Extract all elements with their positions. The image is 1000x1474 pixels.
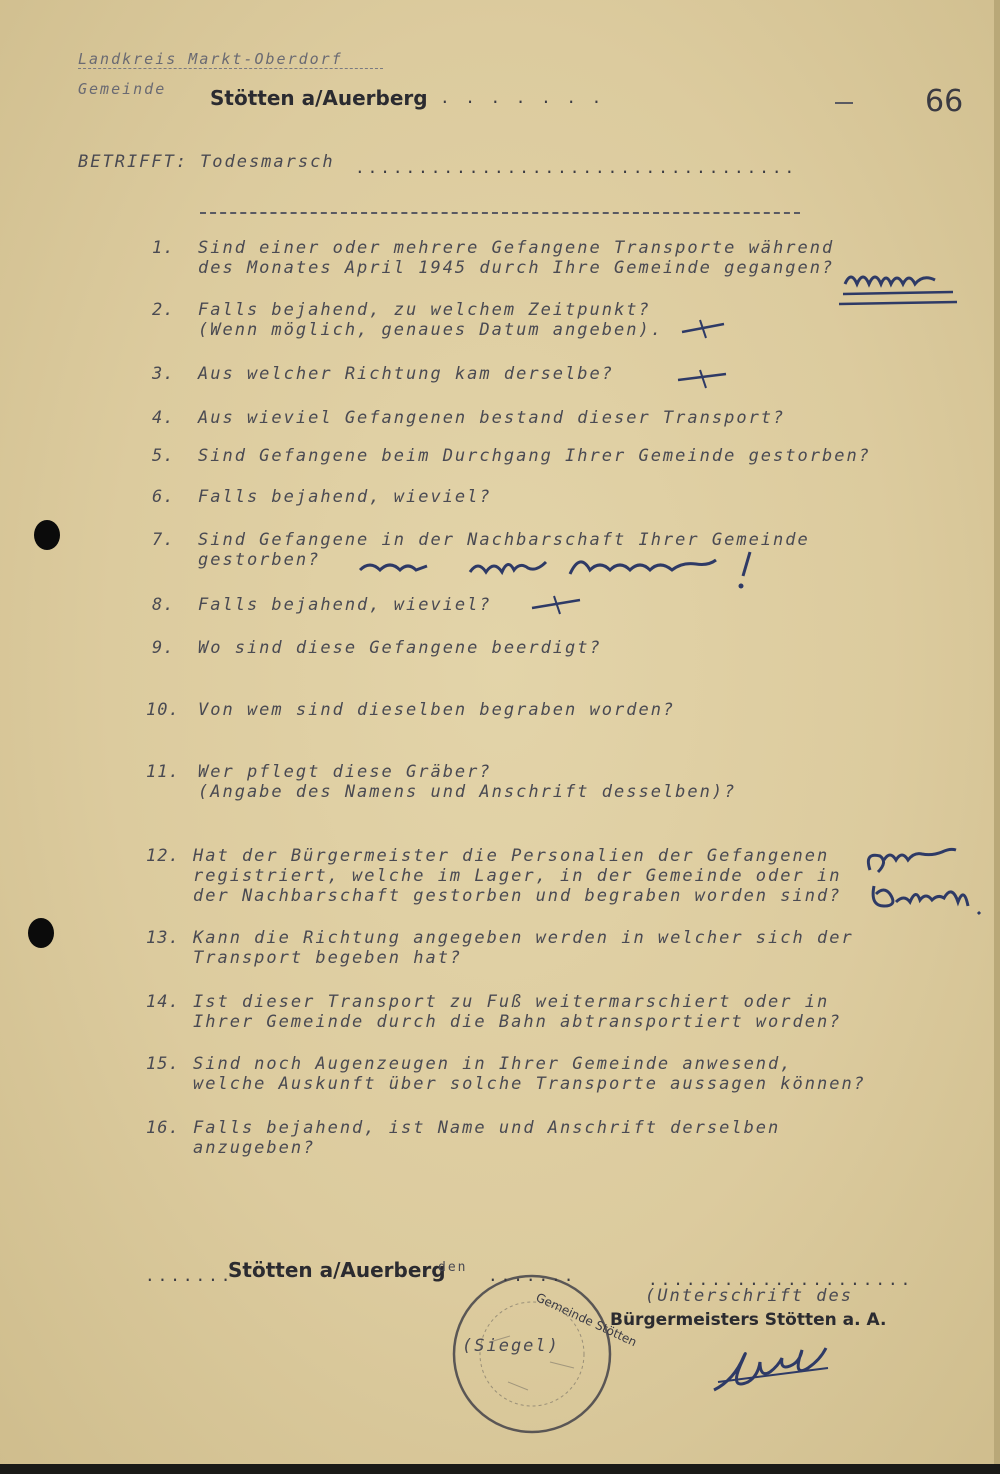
question-text-line: Sind noch Augenzeugen in Ihrer Gemeinde anwesend,: [193, 1054, 793, 1074]
landkreis-line: Landkreis Markt-Oberdorf: [78, 50, 343, 68]
question-number: 7.: [152, 530, 175, 550]
question-text-line: Transport begeben hat?: [193, 948, 463, 968]
punch-hole-bottom: [28, 918, 54, 948]
question-text-line: Falls bejahend, zu welchem Zeitpunkt?: [198, 300, 651, 320]
header-rule: [200, 212, 800, 214]
mayor-signature: [708, 1346, 858, 1402]
question-text-line: Ist dieser Transport zu Fuß weitermarschiert oder in: [193, 992, 830, 1012]
question-number: 16.: [146, 1118, 180, 1138]
question-number: 13.: [146, 928, 180, 948]
gemeinde-label: Gemeinde: [78, 80, 167, 98]
question-text-line: des Monates April 1945 durch Ihre Gemeinde gegangen?: [198, 258, 835, 278]
question-text-line: Wo sind diese Gefangene beerdigt?: [198, 638, 602, 658]
answer-7-handwriting: [355, 548, 765, 594]
question-text-line: Kann die Richtung angegeben werden in welcher sich der: [193, 928, 854, 948]
signature-dots: .....................: [648, 1270, 914, 1289]
betrifft-label: BETRIFFT:: [78, 152, 189, 172]
mayor-stamp: Bürgermeisters Stötten a. A.: [610, 1310, 887, 1330]
gemeinde-dots: . . . . . . .: [440, 88, 605, 107]
question-text-line: welche Auskunft über solche Transporte aussagen können?: [193, 1074, 866, 1094]
question-number: 5.: [152, 446, 175, 466]
question-number: 12.: [146, 846, 180, 866]
landkreis-underline: [78, 68, 383, 69]
question-text-line: registriert, welche im Lager, in der Gemeinde oder in: [193, 866, 842, 886]
answer-2-cross: [680, 316, 728, 342]
question-text-line: Sind Gefangene in der Nachbarschaft Ihrer Gemeinde: [198, 530, 810, 550]
place-stamp: Stötten a/Auerberg: [228, 1258, 446, 1282]
den-label: den: [438, 1260, 468, 1275]
question-text-line: Aus wieviel Gefangenen bestand dieser Transport?: [198, 408, 786, 428]
page-edge-bottom: [0, 1464, 1000, 1474]
question-text-line: gestorben?: [198, 550, 321, 570]
seal-label: (Siegel): [462, 1336, 560, 1356]
question-number: 2.: [152, 300, 175, 320]
dash-mark: [835, 102, 853, 104]
answer-12-handwriting: [860, 840, 988, 922]
question-text-line: Hat der Bürgermeister die Personalien der Gefangenen: [193, 846, 830, 866]
question-number: 8.: [152, 595, 175, 615]
question-text-line: anzugeben?: [193, 1138, 316, 1158]
question-text-line: Aus welcher Richtung kam derselbe?: [198, 364, 614, 384]
punch-hole-top: [34, 520, 60, 550]
question-number: 11.: [146, 762, 180, 782]
question-text-line: Sind einer oder mehrere Gefangene Transporte während: [198, 238, 835, 258]
question-number: 4.: [152, 408, 175, 428]
question-text-line: (Angabe des Namens und Anschrift desselben)?: [198, 782, 737, 802]
question-number: 3.: [152, 364, 175, 384]
signature-label: (Unterschrift des: [645, 1286, 853, 1306]
question-number: 15.: [146, 1054, 180, 1074]
gemeinde-stamp: Stötten a/Auerberg: [210, 86, 428, 110]
question-number: 10.: [146, 700, 180, 720]
question-text-line: Falls bejahend, wieviel?: [198, 595, 492, 615]
answer-1-handwriting: [835, 262, 960, 310]
question-number: 1.: [152, 238, 175, 258]
question-text-line: Ihrer Gemeinde durch die Bahn abtransportiert worden?: [193, 1012, 842, 1032]
question-text-line: (Wenn möglich, genaues Datum angeben).: [198, 320, 663, 340]
question-number: 14.: [146, 992, 180, 1012]
question-text-line: Falls bejahend, ist Name und Anschrift derselben: [193, 1118, 781, 1138]
question-text-line: Falls bejahend, wieviel?: [198, 487, 492, 507]
question-number: 9.: [152, 638, 175, 658]
question-text-line: Wer pflegt diese Gräber?: [198, 762, 492, 782]
page-edge-right: [994, 0, 1000, 1474]
answer-8-cross: [530, 592, 584, 618]
question-text-line: der Nachbarschaft gestorben und begraben worden sind?: [193, 886, 842, 906]
date-dots: .......: [488, 1266, 577, 1285]
question-number: 6.: [152, 487, 175, 507]
question-text-line: Von wem sind dieselben begraben worden?: [198, 700, 676, 720]
betrifft-value: Todesmarsch: [200, 152, 335, 172]
page-number: 66: [925, 84, 964, 119]
question-text-line: Sind Gefangene beim Durchgang Ihrer Gemeinde gestorben?: [198, 446, 871, 466]
place-dots: .......: [145, 1266, 234, 1285]
answer-3-cross: [676, 366, 730, 390]
seal-ring-text: Gemeinde Stötten: [533, 1290, 639, 1350]
betrifft-dots: ...................................: [355, 158, 798, 177]
